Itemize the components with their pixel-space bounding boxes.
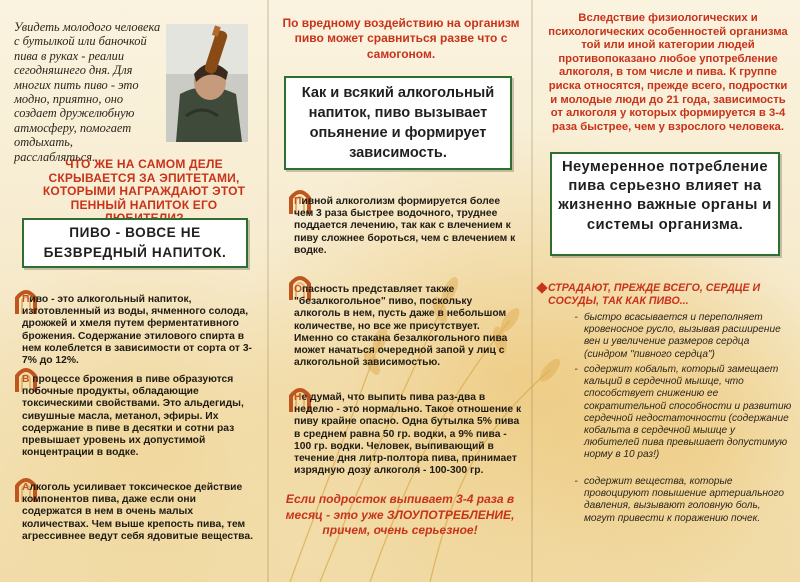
heart-vessels-heading: СТРАДАЮТ, ПРЕЖДЕ ВСЕГО, СЕРДЦЕ И СОСУДЫ, ТАК КАК ПИВО... (548, 282, 761, 307)
panel-right (532, 0, 800, 582)
box-text: Как и всякий алкогольный напиток, пиво вызывает опьянение и формирует зависимость. (301, 85, 495, 161)
paragraph-fermentation: В процессе брожения в пиве образуются побочные продукты, обладающие токсическими свойствами. Это альдегиды, сивушные масла, метанол, эфиры. Их содержание в пиве в десятки и сотни раз превышает уровень их допустимой концентрации в водке. (22, 374, 244, 459)
banner-beer-not-harmless (22, 218, 248, 268)
paragraph-alcohol-toxicity: Алкоголь усиливает токсическое действие компонентов пива, даже если они содержатся в нем в очень малых количествах. Чем выше крепость пива, тем агрессивнее ведут себя ядовитые вещества. (22, 482, 253, 542)
list-item: - быстро всасывается и переполняет кровеносное русло, вызывая расширение вен и увеличение размеров сердца (синдром "пивного сердца") (574, 312, 781, 360)
question-heading: ЧТО ЖЕ НА САМОМ ДЕЛЕ СКРЫВАЕТСЯ ЗА ЭПИТЕТАМИ, КОТОРЫМИ НАГРАЖДАЮТ ЭТОТ ПЕННЫЙ НАПИТОК ЕГО (42, 157, 246, 212)
paragraph-beer-alcoholism: Пивной алкоголизм формируется более чем 3 раза быстрее водочного, труднее поддается лечению, так как с влечением к пиву сложнее бороться, чем с влечением к водке. (294, 196, 516, 256)
list-item: - содержит вещества, которые провоцируют повышение артериального давления, вызывают головную боль, могут привести к поражению почек. (574, 476, 785, 524)
panel-left (0, 0, 268, 582)
diamond-bullet-icon (536, 282, 547, 293)
box-organ-impact (550, 152, 780, 256)
risk-group-text: Вследствие физиологических и психологических особенностей организма той или иной категории людей противопоказано любое употребление алкоголя, в том числе и пива. К группе риска относятся, прежде всего, подростки и молодые люди до 21 года, зависимость от алкоголя у которых формируется в 3-4 раза быстрее, чем у взрослого человека. (548, 12, 788, 133)
intro-text: Увидеть молодого человека с бутылкой или баночкой пива в руках - реалии сегодняшнего дня. Для многих пить пиво - это модно, приятно, оно создает дружелюбную атмосферу, помогает отдыхать, расслабляться... (14, 20, 161, 164)
box-intoxication-dependence (284, 76, 512, 170)
banner-text: ПИВО - ВОВСЕ НЕ БЕЗВРЕДНЫЙ НАПИТОК. (43, 225, 227, 260)
paragraph-nonalcoholic-beer: Опасность представляет также "безалкогольное" пиво, поскольку алкоголь в нем, пусть даже в небольшом количестве, но все же присутствует. Именно со стакана безалкогольного пива может начаться очередной запой у лиц с алкогольной зависимостью. (294, 284, 508, 369)
abuse-warning: Если подросток выпивает 3-4 раза в месяц - это уже ЗЛОУПОТРЕБЛЕНИЕ, причем, очень серьезное! (285, 492, 515, 538)
panel-middle (268, 0, 532, 582)
young-man-drinking-photo (166, 24, 248, 142)
list-item: - содержит кобальт, который замещает кальций в сердечной мышце, что способствует снижению ее сократительной способности и развитию сердечной недостаточности (содержание кобальта в сердечной мышце у любителей пива превышает допустимую норму в 10 раз!) (574, 364, 792, 461)
moonshine-comparison-heading: По вредному воздействию на организм пиво может сравниться разве что с самогоном. (282, 16, 520, 61)
box-text: Неумеренное потребление пива серьезно влияет на жизненно важные органы и системы организма. (558, 159, 772, 233)
paragraph-beer-definition: Пиво - это алкогольный напиток, изготовленный из воды, ячменного солода, дрожжей и хмеля путем ферментативного брожения. Содержание этилового спирта в нем колеблется в зависимости от сорта от 3-7% до 12%. (22, 294, 252, 367)
paragraph-weekly-drinking: Не думай, что выпить пива раз-два в неделю - это нормально. Такое отношение к пиву крайне опасно. Одна бутылка 5% пива в среднем равна 50 гр. водки, а 9% пива - 100 гр. водки. Человек, выпивающий в течение дня литр-полтора пива, принимает изрядную дозу алкоголя - 100-300 гр. (294, 392, 522, 477)
